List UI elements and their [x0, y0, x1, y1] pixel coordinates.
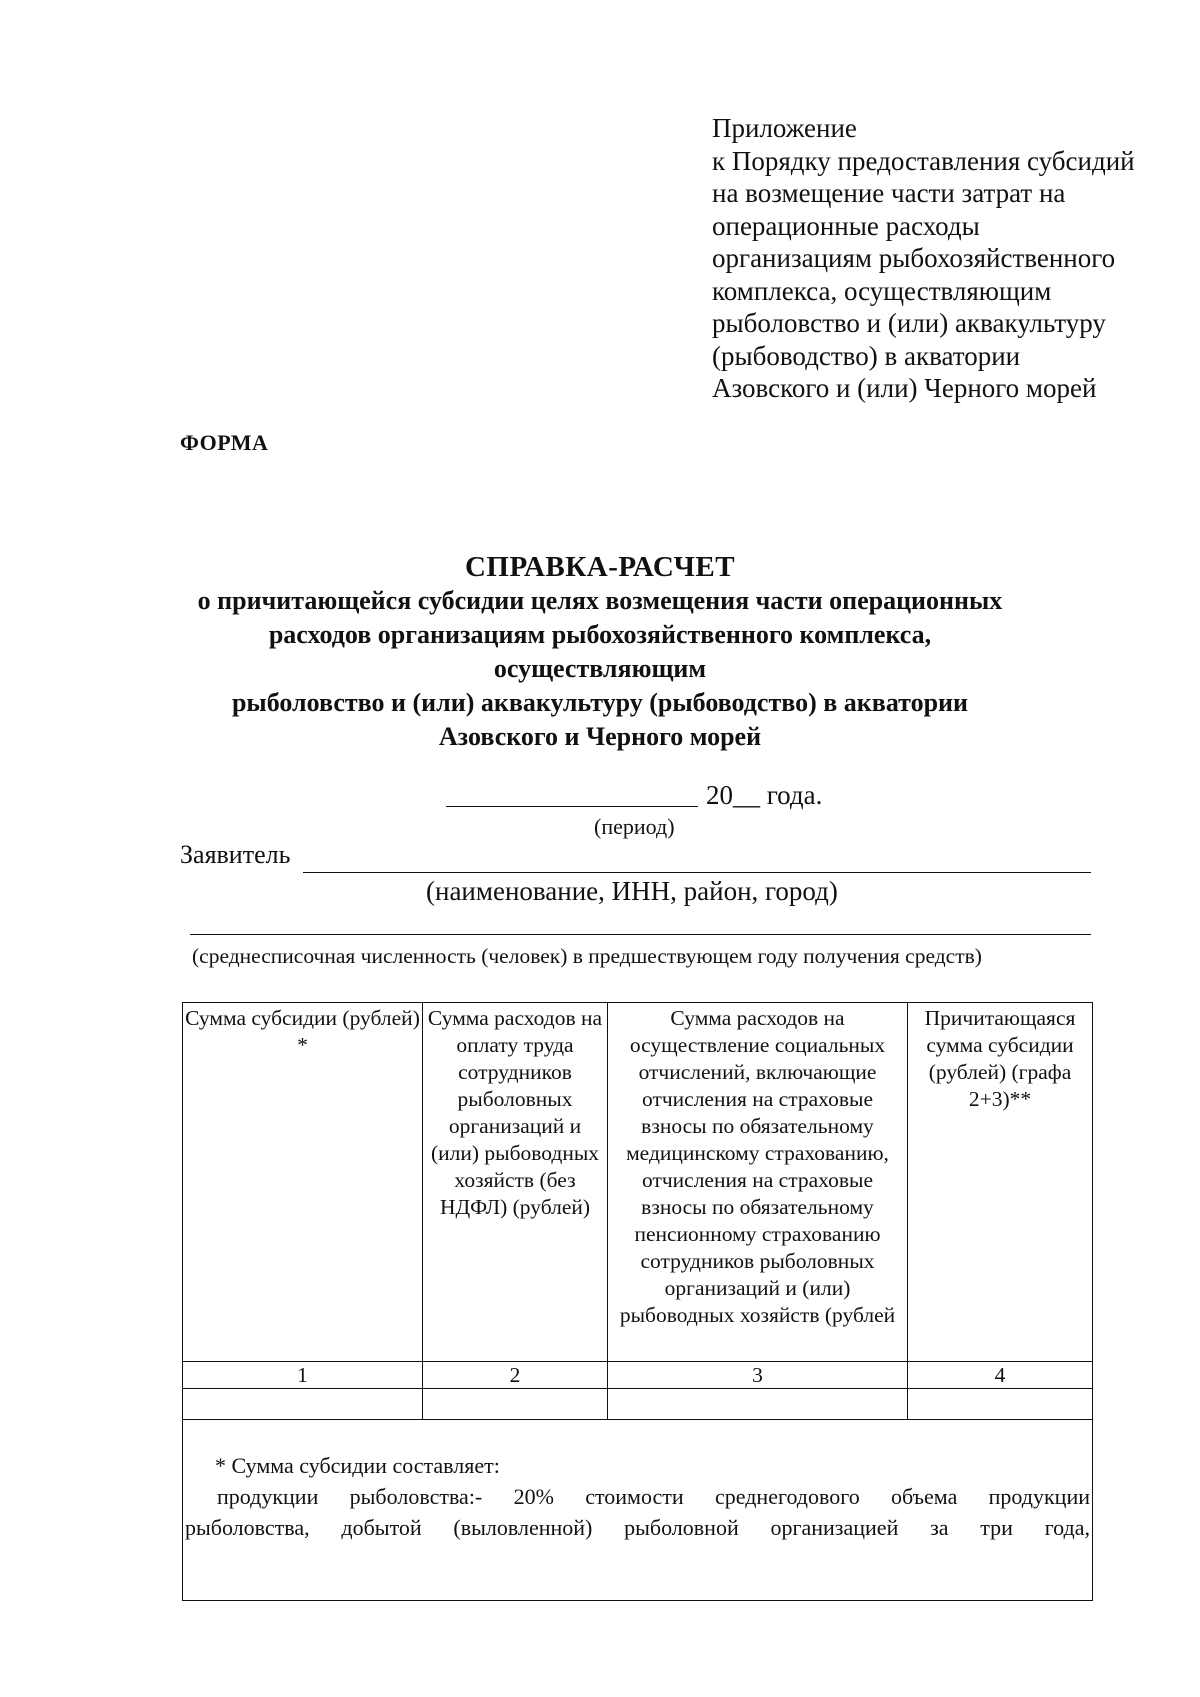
title-line: Азовского и Черного морей: [438, 722, 762, 751]
title-line: о причитающейся субсидии целях возмещения части операционных: [197, 586, 1003, 615]
calculation-table: [182, 1002, 1093, 1601]
form-label: ФОРМА: [180, 430, 269, 455]
header-social-contributions: Сумма расходов на осуществление социальных отчислений, включающие отчисления на страховые взносы по обязательному медицинскому страхованию, отчисления на страховые взносы по обязательному пенсионному страхованию сотрудников рыболовных организаций и (или) рыбоводных хозяйств (рублей: [608, 1003, 908, 1362]
headcount-input-line[interactable]: [190, 934, 1091, 935]
title-line: рыболовство и (или) аквакультуру (рыбоводство) в акватории: [231, 688, 969, 717]
appendix-line: (рыбоводство) в акватории: [712, 340, 1021, 371]
appendix-line: организациям рыбохозяйственного: [712, 243, 1116, 273]
note-title: * Сумма субсидии составляет:: [215, 1453, 500, 1478]
applicant-caption: (наименование, ИНН, район, город): [426, 876, 838, 906]
table-cell-subsidy-amount[interactable]: [183, 1389, 423, 1420]
period-caption: (период): [594, 814, 675, 839]
header-labor-costs: Сумма расходов на оплату труда сотрудников рыболовных организаций и (или) рыбоводных хозяйств (без НДФЛ) (рублей): [423, 1003, 608, 1362]
title-main: СПРАВКА-РАСЧЕТ: [464, 551, 736, 583]
table-cell-social-contributions[interactable]: [608, 1389, 908, 1420]
column-number: 4: [908, 1362, 1093, 1389]
table-header-row: [183, 1003, 1093, 1362]
appendix-line: комплекса, осуществляющим: [712, 275, 1052, 306]
appendix-line: операционные расходы: [712, 210, 980, 241]
header-subsidy-amount: Сумма субсидии (рублей) *: [183, 1003, 423, 1362]
appendix-line: к Порядку предоставления субсидий: [712, 145, 1135, 176]
applicant-input-line[interactable]: [303, 872, 1091, 873]
column-number: 2: [423, 1362, 608, 1389]
table-notes-row: [183, 1420, 1093, 1601]
appendix-line: Азовского и (или) Черного морей: [712, 373, 1097, 403]
appendix-line: Приложение: [712, 113, 857, 143]
column-number: 3: [608, 1362, 908, 1389]
period-year: 20__ года.: [706, 780, 823, 810]
note-line: продукции рыболовства:- 20% стоимости среднегодового объема продукции: [217, 1484, 1090, 1509]
document-title: [140, 550, 1060, 754]
title-line: осуществляющим: [493, 654, 707, 683]
applicant-label: Заявитель: [180, 840, 291, 869]
title-subtitle: [140, 584, 1060, 754]
table-cell-labor-costs[interactable]: [423, 1389, 608, 1420]
table-cell-due-subsidy[interactable]: [908, 1389, 1093, 1420]
table-notes-cell: [183, 1420, 1093, 1601]
appendix-line: рыболовство и (или) аквакультуру: [712, 308, 1106, 338]
column-number: 1: [183, 1362, 423, 1389]
table-column-numbers-row: [183, 1362, 1093, 1389]
period-input-line[interactable]: [446, 806, 698, 807]
title-line: расходов организациям рыбохозяйственного комплекса,: [268, 620, 932, 649]
headcount-caption: (среднесписочная численность (человек) в предшествующем году получения средств): [192, 944, 982, 968]
appendix-note: [712, 112, 1182, 405]
note-line: рыболовства, добытой (выловленной) рыболовной организацией за три года,: [185, 1515, 1090, 1540]
appendix-line: на возмещение части затрат на: [712, 178, 1066, 208]
table-row: [183, 1389, 1093, 1420]
header-due-subsidy: Причитающаяся сумма субсидии (рублей) (графа 2+3)**: [908, 1003, 1093, 1362]
